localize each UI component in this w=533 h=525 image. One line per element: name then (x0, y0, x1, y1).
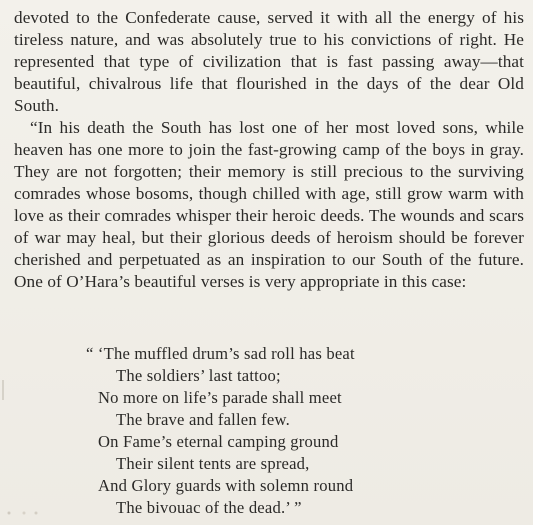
page-edge-mark (2, 380, 4, 400)
verse-line: The bivouac of the dead.’ ” (116, 498, 302, 517)
verse-line: On Fame’s eternal camping ground (98, 432, 339, 451)
verse-line: The brave and fallen few. (116, 410, 290, 429)
verse-line: No more on life’s parade shall meet (98, 388, 342, 407)
verse-line: “ ‘The muffled drum’s sad roll has beat (86, 344, 355, 363)
prose-body (14, 7, 524, 293)
paragraph-quotation: “In his death the South has lost one of her most loved sons, while heaven has one more to join the fast-growing camp of the boys in gray. They are not forgotten; their memory is still precious to the surviving comrades whose bosoms, though chilled with age, still grow warm with love as their comrades whisper their heroic deeds. The wounds and scars of war may heal, but their glorious deeds of heroism should be forever cherished and perpetuated as an inspiration to our South of the future. One of O’Hara’s beautiful verses is very appropriate in this case: (14, 118, 524, 291)
verse-line: The soldiers’ last tattoo; (116, 366, 281, 385)
paragraph-continued: devoted to the Confederate cause, served it with all the energy of his tireless nature, and was absolutely true to his convictions of right. He represented that type of civilization that is fast passing away—that beautiful, chivalrous life that flourished in the days of the dear Old South. (14, 8, 524, 115)
verse-line: Their silent tents are spread, (116, 454, 310, 473)
verse-block (86, 343, 355, 519)
verse-line: And Glory guards with solemn round (98, 476, 354, 495)
page-specks (6, 510, 46, 516)
